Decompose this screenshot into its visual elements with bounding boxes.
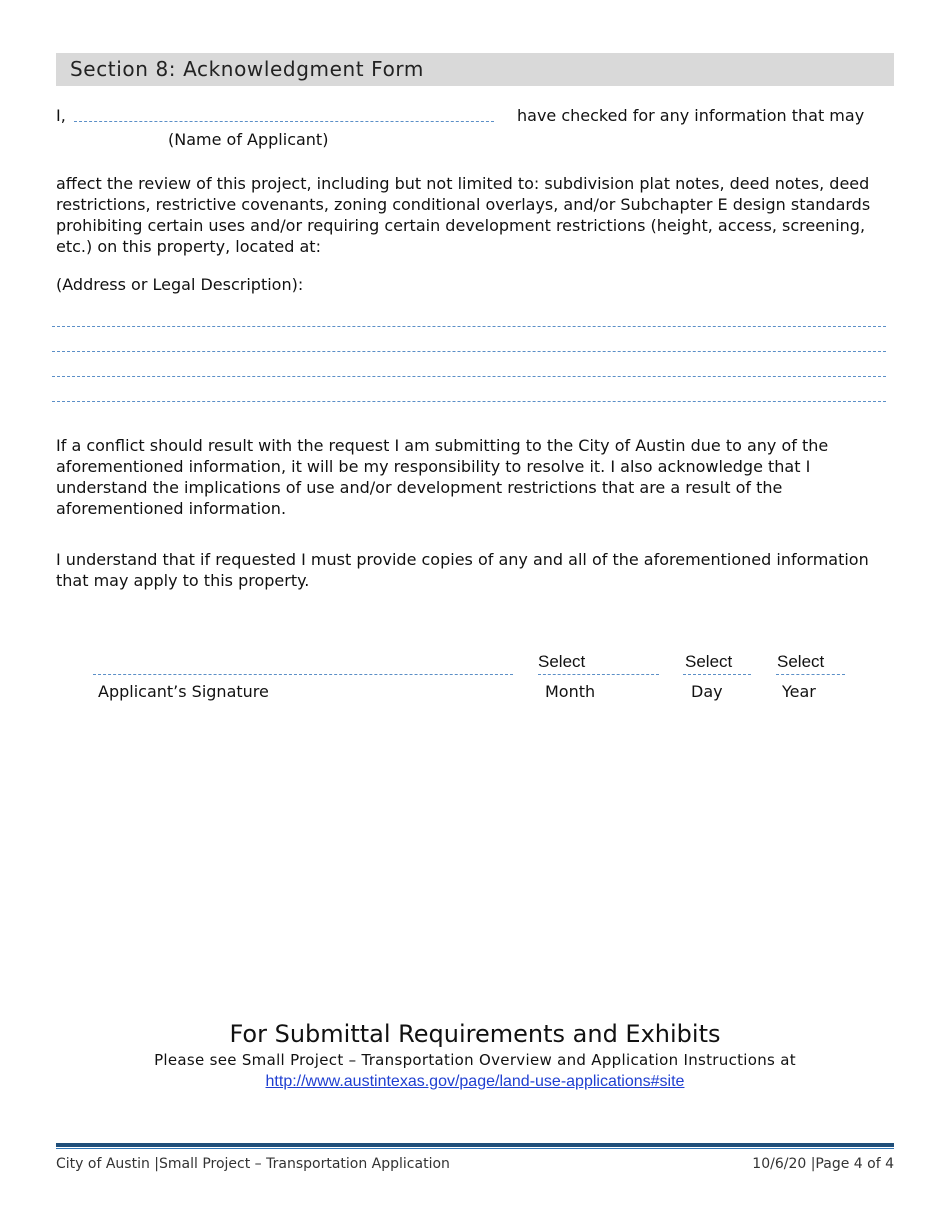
day-select[interactable]: Select — [685, 652, 733, 671]
year-label: Year — [782, 682, 816, 701]
footer-left-text: City of Austin |Small Project – Transportation Application — [56, 1156, 450, 1172]
submittal-link-wrapper — [0, 1073, 950, 1091]
signature-label: Applicant’s Signature — [98, 682, 269, 701]
address-field-line-3[interactable] — [52, 376, 886, 377]
address-field-line-4[interactable] — [52, 401, 886, 402]
paragraph-conflict: If a conflict should result with the request I am submitting to the City of Austin due to any of the aforementioned information, it will be my responsibility to resolve it. I also acknowledge that I understand the implications of use and/or development restrictions that are a result of the aforementioned information. — [56, 436, 829, 518]
paragraph-review: affect the review of this project, including but not limited to: subdivision plat notes, deed notes, deed restrictions, restrictive covenants, zoning conditional overlays, and/or Subchapter E design standards prohibiting certain uses and/or requiring certain development restrictions (height, access, screening, etc.) on this property, located at: — [56, 174, 871, 256]
address-field-line-1[interactable] — [52, 326, 886, 327]
day-select-underline — [683, 674, 751, 675]
year-select[interactable]: Select — [777, 652, 825, 671]
footer-page-info: 10/6/20 |Page 4 of 4 — [752, 1156, 894, 1172]
signature-field[interactable] — [93, 674, 513, 675]
submittal-link[interactable]: http://www.austintexas.gov/page/land-use-applications#site — [265, 1073, 685, 1090]
submittal-subtitle: Please see Small Project – Transportation Overview and Application Instructions at — [154, 1051, 796, 1069]
applicant-name-caption: (Name of Applicant) — [168, 130, 329, 149]
month-select[interactable]: Select — [538, 652, 586, 671]
year-select-underline — [776, 674, 845, 675]
month-select-underline — [538, 674, 659, 675]
submittal-title: For Submittal Requirements and Exhibits — [229, 1020, 721, 1048]
footer-rule — [56, 1143, 894, 1147]
applicant-suffix: have checked for any information that may — [517, 106, 865, 125]
footer-rule-thin — [56, 1148, 894, 1149]
day-label: Day — [691, 682, 723, 701]
address-label: (Address or Legal Description): — [56, 275, 304, 294]
section-title: Section 8: Acknowledgment Form — [70, 57, 424, 81]
paragraph-copies: I understand that if requested I must provide copies of any and all of the aforementioned information that may apply to this property. — [56, 550, 869, 590]
applicant-prefix: I, — [56, 106, 66, 125]
month-label: Month — [545, 682, 596, 701]
applicant-name-field[interactable] — [74, 121, 494, 122]
address-field-line-2[interactable] — [52, 351, 886, 352]
